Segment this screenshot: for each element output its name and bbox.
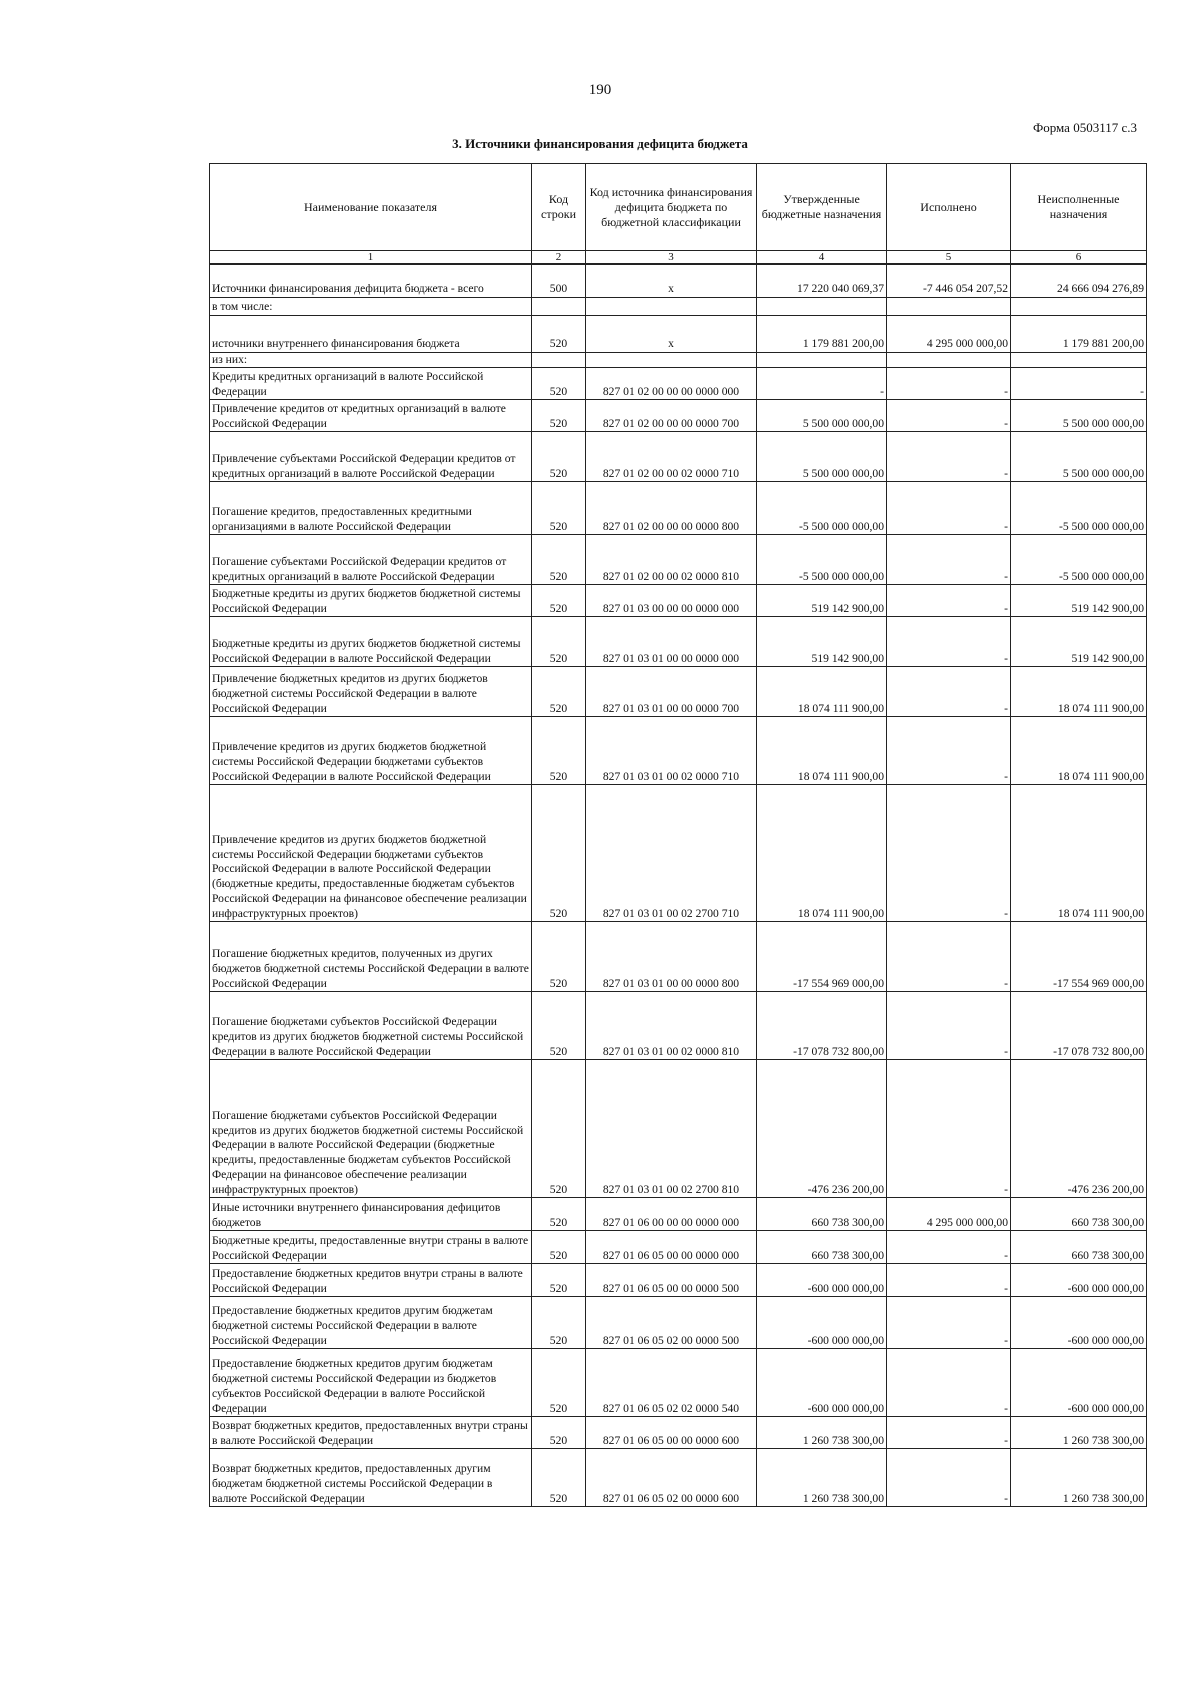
source-code: 827 01 03 01 00 00 0000 800	[586, 922, 757, 992]
source-code: 827 01 03 01 00 00 0000 000	[586, 617, 757, 667]
row-code: 520	[532, 1198, 586, 1231]
unexecuted-amount	[1011, 297, 1147, 315]
executed-amount	[887, 297, 1011, 315]
executed-amount: -	[887, 368, 1011, 400]
row-name: Предоставление бюджетных кредитов другим бюджетам бюджетной системы Российской Федерации из бюджетов субъектов Российской Федерации в валюте Российской Федерации	[210, 1349, 532, 1417]
unexecuted-amount: 24 666 094 276,89	[1011, 264, 1147, 297]
unexecuted-amount: -	[1011, 368, 1147, 400]
row-name: в том числе:	[210, 297, 532, 315]
table-row	[210, 1264, 1147, 1297]
row-code: 520	[532, 1349, 586, 1417]
row-name: Погашение бюджетами субъектов Российской Федерации кредитов из других бюджетов бюджетной системы Российской Федерации в валюте Российской Федерации	[210, 992, 532, 1060]
table-row	[210, 922, 1147, 992]
row-code: 520	[532, 1449, 586, 1507]
row-name: Привлечение кредитов из других бюджетов бюджетной системы Российской Федерации бюджетами субъектов Российской Федерации в валюте Российской Федерации	[210, 717, 532, 785]
unexecuted-amount: -5 500 000 000,00	[1011, 535, 1147, 585]
executed-amount	[887, 352, 1011, 368]
unexecuted-amount: 1 260 738 300,00	[1011, 1417, 1147, 1449]
row-code: 520	[532, 1231, 586, 1264]
row-name: Предоставление бюджетных кредитов другим бюджетам бюджетной системы Российской Федерации в валюте Российской Федерации	[210, 1297, 532, 1349]
approved-amount: -17 554 969 000,00	[757, 922, 887, 992]
approved-amount: -17 078 732 800,00	[757, 992, 887, 1060]
column-header-name: Наименование показателя	[210, 164, 532, 251]
row-name: Возврат бюджетных кредитов, предоставленных внутри страны в валюте Российской Федерации	[210, 1417, 532, 1449]
row-name: Погашение субъектами Российской Федерации кредитов от кредитных организаций в валюте Российской Федерации	[210, 535, 532, 585]
source-code: 827 01 02 00 00 00 0000 700	[586, 400, 757, 432]
table-body	[210, 264, 1147, 1507]
row-code	[532, 352, 586, 368]
table-row	[210, 1449, 1147, 1507]
approved-amount: 519 142 900,00	[757, 617, 887, 667]
source-code	[586, 352, 757, 368]
table-row	[210, 785, 1147, 922]
approved-amount: -600 000 000,00	[757, 1264, 887, 1297]
source-code: x	[586, 264, 757, 297]
table-row	[210, 1231, 1147, 1264]
executed-amount: -	[887, 1297, 1011, 1349]
row-code: 520	[532, 785, 586, 922]
executed-amount: -	[887, 1231, 1011, 1264]
row-name: Привлечение бюджетных кредитов из других бюджетов бюджетной системы Российской Федерации в валюте Российской Федерации	[210, 667, 532, 717]
row-name: Бюджетные кредиты из других бюджетов бюджетной системы Российской Федерации в валюте Российской Федерации	[210, 617, 532, 667]
unexecuted-amount: 18 074 111 900,00	[1011, 717, 1147, 785]
source-code: 827 01 03 01 00 02 0000 710	[586, 717, 757, 785]
executed-amount: -	[887, 667, 1011, 717]
executed-amount: -	[887, 992, 1011, 1060]
row-code: 520	[532, 315, 586, 352]
executed-amount: -7 446 054 207,52	[887, 264, 1011, 297]
unexecuted-amount: 660 738 300,00	[1011, 1231, 1147, 1264]
column-number: 1	[210, 251, 532, 265]
column-header-row-code: Код строки	[532, 164, 586, 251]
row-name: Погашение бюджетных кредитов, полученных из других бюджетов бюджетной системы Российской Федерации в валюте Российской Федерации	[210, 922, 532, 992]
table-row	[210, 400, 1147, 432]
table-row	[210, 368, 1147, 400]
executed-amount: -	[887, 717, 1011, 785]
source-code: 827 01 06 05 02 02 0000 540	[586, 1349, 757, 1417]
source-code	[586, 297, 757, 315]
approved-amount: 18 074 111 900,00	[757, 667, 887, 717]
executed-amount: -	[887, 585, 1011, 617]
row-code: 520	[532, 1297, 586, 1349]
column-header-approved: Утвержденные бюджетные назначения	[757, 164, 887, 251]
row-name: Иные источники внутреннего финансирования дефицитов бюджетов	[210, 1198, 532, 1231]
executed-amount: 4 295 000 000,00	[887, 1198, 1011, 1231]
row-name: Бюджетные кредиты из других бюджетов бюджетной системы Российской Федерации	[210, 585, 532, 617]
unexecuted-amount: 1 179 881 200,00	[1011, 315, 1147, 352]
row-code: 520	[532, 368, 586, 400]
table-row	[210, 264, 1147, 297]
unexecuted-amount: 5 500 000 000,00	[1011, 432, 1147, 482]
approved-amount: -5 500 000 000,00	[757, 482, 887, 535]
source-code: 827 01 06 05 00 00 0000 500	[586, 1264, 757, 1297]
unexecuted-amount: -5 500 000 000,00	[1011, 482, 1147, 535]
row-code: 520	[532, 992, 586, 1060]
source-code: 827 01 02 00 00 02 0000 810	[586, 535, 757, 585]
table-row	[210, 617, 1147, 667]
unexecuted-amount: 5 500 000 000,00	[1011, 400, 1147, 432]
column-number-row	[210, 251, 1147, 265]
section-title: 3. Источники финансирования дефицита бюджета	[452, 136, 748, 151]
approved-amount: 17 220 040 069,37	[757, 264, 887, 297]
approved-amount: -	[757, 368, 887, 400]
row-code	[532, 297, 586, 315]
column-header-executed: Исполнено	[887, 164, 1011, 251]
approved-amount: -600 000 000,00	[757, 1349, 887, 1417]
unexecuted-amount: -17 078 732 800,00	[1011, 992, 1147, 1060]
table-row	[210, 315, 1147, 352]
row-code: 520	[532, 617, 586, 667]
unexecuted-amount	[1011, 352, 1147, 368]
table-row	[210, 1349, 1147, 1417]
table-row	[210, 992, 1147, 1060]
column-number: 4	[757, 251, 887, 265]
source-code: 827 01 03 01 00 02 0000 810	[586, 992, 757, 1060]
approved-amount: 660 738 300,00	[757, 1231, 887, 1264]
row-code: 500	[532, 264, 586, 297]
approved-amount: 1 260 738 300,00	[757, 1449, 887, 1507]
table-row	[210, 1417, 1147, 1449]
row-name: Бюджетные кредиты, предоставленные внутри страны в валюте Российской Федерации	[210, 1231, 532, 1264]
unexecuted-amount: 660 738 300,00	[1011, 1198, 1147, 1231]
page-number: 190	[588, 82, 612, 98]
unexecuted-amount: -17 554 969 000,00	[1011, 922, 1147, 992]
table-row	[210, 717, 1147, 785]
executed-amount: -	[887, 1417, 1011, 1449]
approved-amount: -5 500 000 000,00	[757, 535, 887, 585]
approved-amount: 5 500 000 000,00	[757, 432, 887, 482]
executed-amount: -	[887, 432, 1011, 482]
approved-amount: 1 260 738 300,00	[757, 1417, 887, 1449]
approved-amount: -476 236 200,00	[757, 1060, 887, 1198]
executed-amount: -	[887, 1264, 1011, 1297]
row-name: Погашение бюджетами субъектов Российской Федерации кредитов из других бюджетов бюджетной системы Российской Федерации в валюте Российской Федерации (бюджетные кредиты, предоставленные бюджетам субъектов Российской Федерации на финансовое обеспечение реализации инфраструктурных проектов)	[210, 1060, 532, 1198]
executed-amount: -	[887, 617, 1011, 667]
executed-amount: -	[887, 1349, 1011, 1417]
row-code: 520	[532, 535, 586, 585]
table-row	[210, 1297, 1147, 1349]
unexecuted-amount: -600 000 000,00	[1011, 1297, 1147, 1349]
source-code: 827 01 03 01 00 02 2700 810	[586, 1060, 757, 1198]
row-name: из них:	[210, 352, 532, 368]
column-number: 5	[887, 251, 1011, 265]
source-code: 827 01 06 05 02 00 0000 500	[586, 1297, 757, 1349]
table-row	[210, 535, 1147, 585]
row-code: 520	[532, 717, 586, 785]
approved-amount: 1 179 881 200,00	[757, 315, 887, 352]
unexecuted-amount: 18 074 111 900,00	[1011, 667, 1147, 717]
approved-amount	[757, 297, 887, 315]
executed-amount: -	[887, 1060, 1011, 1198]
table-row	[210, 1198, 1147, 1231]
executed-amount: -	[887, 785, 1011, 922]
row-code: 520	[532, 1264, 586, 1297]
row-code: 520	[532, 922, 586, 992]
row-code: 520	[532, 585, 586, 617]
approved-amount: 5 500 000 000,00	[757, 400, 887, 432]
executed-amount: -	[887, 482, 1011, 535]
row-code: 520	[532, 400, 586, 432]
row-name: Погашение кредитов, предоставленных кредитными организациями в валюте Российской Федерации	[210, 482, 532, 535]
unexecuted-amount: -476 236 200,00	[1011, 1060, 1147, 1198]
table-row	[210, 352, 1147, 368]
column-header-source-code: Код источника финансирования дефицита бюджета по бюджетной классификации	[586, 164, 757, 251]
table-row	[210, 482, 1147, 535]
source-code: 827 01 06 00 00 00 0000 000	[586, 1198, 757, 1231]
unexecuted-amount: 519 142 900,00	[1011, 585, 1147, 617]
executed-amount: -	[887, 922, 1011, 992]
unexecuted-amount: 519 142 900,00	[1011, 617, 1147, 667]
source-code: 827 01 02 00 00 00 0000 000	[586, 368, 757, 400]
unexecuted-amount: -600 000 000,00	[1011, 1349, 1147, 1417]
approved-amount: 660 738 300,00	[757, 1198, 887, 1231]
source-code: 827 01 06 05 02 00 0000 600	[586, 1449, 757, 1507]
source-code: x	[586, 315, 757, 352]
row-code: 520	[532, 482, 586, 535]
row-name: Возврат бюджетных кредитов, предоставленных другим бюджетам бюджетной системы Российской Федерации в валюте Российской Федерации	[210, 1449, 532, 1507]
row-code: 520	[532, 432, 586, 482]
form-label: Форма 0503117 с.3	[1032, 120, 1137, 135]
unexecuted-amount: -600 000 000,00	[1011, 1264, 1147, 1297]
row-name: Привлечение субъектами Российской Федерации кредитов от кредитных организаций в валюте Российской Федерации	[210, 432, 532, 482]
executed-amount: -	[887, 535, 1011, 585]
source-code: 827 01 02 00 00 02 0000 710	[586, 432, 757, 482]
row-name: источники внутреннего финансирования бюджета	[210, 315, 532, 352]
row-name: Привлечение кредитов из других бюджетов бюджетной системы Российской Федерации бюджетами субъектов Российской Федерации в валюте Российской Федерации (бюджетные кредиты, предоставленные бюджетам субъектов Российской Федерации на финансовое обеспечение реализации инфраструктурных проектов)	[210, 785, 532, 922]
row-code: 520	[532, 1417, 586, 1449]
approved-amount: 519 142 900,00	[757, 585, 887, 617]
approved-amount	[757, 352, 887, 368]
row-name: Привлечение кредитов от кредитных организаций в валюте Российской Федерации	[210, 400, 532, 432]
row-code: 520	[532, 1060, 586, 1198]
row-code: 520	[532, 667, 586, 717]
unexecuted-amount: 1 260 738 300,00	[1011, 1449, 1147, 1507]
approved-amount: -600 000 000,00	[757, 1297, 887, 1349]
source-code: 827 01 03 00 00 00 0000 000	[586, 585, 757, 617]
column-header-unexecuted: Неисполненные назначения	[1011, 164, 1147, 251]
unexecuted-amount: 18 074 111 900,00	[1011, 785, 1147, 922]
header-row	[210, 164, 1147, 251]
source-code: 827 01 03 01 00 02 2700 710	[586, 785, 757, 922]
executed-amount: -	[887, 1449, 1011, 1507]
source-code: 827 01 02 00 00 00 0000 800	[586, 482, 757, 535]
approved-amount: 18 074 111 900,00	[757, 717, 887, 785]
column-number: 2	[532, 251, 586, 265]
row-name: Предоставление бюджетных кредитов внутри страны в валюте Российской Федерации	[210, 1264, 532, 1297]
executed-amount: -	[887, 400, 1011, 432]
executed-amount: 4 295 000 000,00	[887, 315, 1011, 352]
column-number: 6	[1011, 251, 1147, 265]
table-row	[210, 667, 1147, 717]
table-row	[210, 432, 1147, 482]
source-code: 827 01 06 05 00 00 0000 600	[586, 1417, 757, 1449]
table-row	[210, 1060, 1147, 1198]
source-code: 827 01 03 01 00 00 0000 700	[586, 667, 757, 717]
table-row	[210, 585, 1147, 617]
budget-deficit-sources-table	[209, 163, 1147, 1507]
table-row	[210, 297, 1147, 315]
row-name: Кредиты кредитных организаций в валюте Российской Федерации	[210, 368, 532, 400]
approved-amount: 18 074 111 900,00	[757, 785, 887, 922]
column-number: 3	[586, 251, 757, 265]
source-code: 827 01 06 05 00 00 0000 000	[586, 1231, 757, 1264]
row-name: Источники финансирования дефицита бюджета - всего	[210, 264, 532, 297]
